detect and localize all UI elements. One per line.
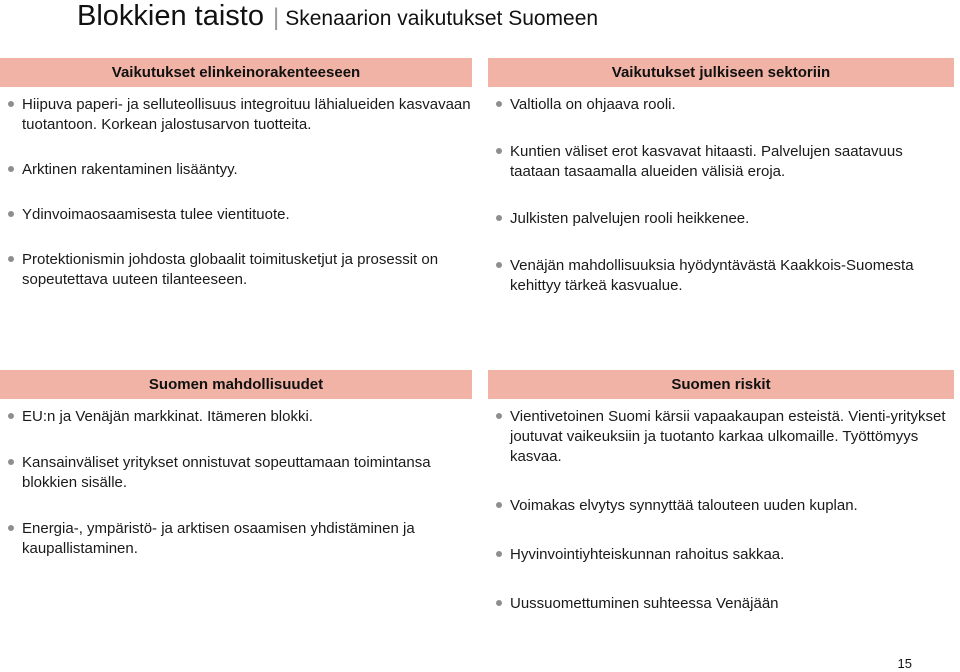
bullet-icon bbox=[8, 459, 14, 465]
bullet-icon bbox=[496, 551, 502, 557]
bullet-icon bbox=[496, 600, 502, 606]
bullet-list-julkinen-sektori bbox=[488, 95, 954, 296]
list-item: EU:n ja Venäjän markkinat. Itämeren blokki. bbox=[0, 407, 472, 427]
panel-header-julkinen-sektori: Vaikutukset julkiseen sektoriin bbox=[488, 58, 954, 87]
list-item: Vientivetoinen Suomi kärsii vapaakaupan esteistä. Vienti-yritykset joutuvat vaikeuksiin ja tuotanto karkaa ulkomaille. Työttömyys kasvaa. bbox=[488, 407, 954, 467]
page-subtitle: Skenaarion vaikutukset Suomeen bbox=[285, 7, 599, 30]
bullet-icon bbox=[496, 502, 502, 508]
bullet-list-elinkeinorakenne bbox=[0, 95, 472, 290]
list-item: Hyvinvointiyhteiskunnan rahoitus sakkaa. bbox=[488, 545, 954, 565]
list-item: Energia-, ympäristö- ja arktisen osaamisen yhdistäminen ja kaupallistaminen. bbox=[0, 519, 472, 559]
bullet-list-mahdollisuudet bbox=[0, 407, 472, 559]
bullet-icon bbox=[496, 101, 502, 107]
page-number: 15 bbox=[897, 656, 912, 671]
list-item: Uussuomettuminen suhteessa Venäjään bbox=[488, 594, 954, 614]
bullet-icon bbox=[496, 413, 502, 419]
page-title-row bbox=[77, 0, 598, 36]
title-separator: | bbox=[273, 4, 280, 31]
bullet-icon bbox=[496, 215, 502, 221]
page-title: Blokkien taisto bbox=[77, 0, 264, 32]
bullet-icon bbox=[8, 166, 14, 172]
bullet-icon bbox=[496, 262, 502, 268]
panel-header-mahdollisuudet: Suomen mahdollisuudet bbox=[0, 370, 472, 399]
list-item: Kuntien väliset erot kasvavat hitaasti. Palvelujen saatavuus taataan tasaamalla alueiden välisiä eroja. bbox=[488, 142, 954, 182]
panel-julkinen-sektori bbox=[488, 58, 954, 296]
bullet-icon bbox=[496, 148, 502, 154]
bullet-icon bbox=[8, 211, 14, 217]
list-item: Valtiolla on ohjaava rooli. bbox=[488, 95, 954, 115]
panel-elinkeinorakenne bbox=[0, 58, 472, 290]
list-item: Arktinen rakentaminen lisääntyy. bbox=[0, 160, 472, 180]
bullet-icon bbox=[8, 525, 14, 531]
list-item: Protektionismin johdosta globaalit toimitusketjut ja prosessit on sopeutettava uuteen tilanteeseen. bbox=[0, 250, 472, 290]
panel-header-riskit: Suomen riskit bbox=[488, 370, 954, 399]
list-item: Julkisten palvelujen rooli heikkenee. bbox=[488, 209, 954, 229]
list-item: Venäjän mahdollisuuksia hyödyntävästä Kaakkois-Suomesta kehittyy tärkeä kasvualue. bbox=[488, 256, 954, 296]
bullet-list-riskit bbox=[488, 407, 954, 614]
list-item: Kansainväliset yritykset onnistuvat sopeuttamaan toimintansa blokkien sisälle. bbox=[0, 453, 472, 493]
panel-mahdollisuudet bbox=[0, 370, 472, 559]
list-item: Hiipuva paperi- ja selluteollisuus integroituu lähialueiden kasvavaan tuotantoon. Korkean jalostusarvon tuotteita. bbox=[0, 95, 472, 135]
bullet-icon bbox=[8, 413, 14, 419]
bullet-icon bbox=[8, 256, 14, 262]
panel-header-elinkeinorakenne: Vaikutukset elinkeinorakenteeseen bbox=[0, 58, 472, 87]
list-item: Voimakas elvytys synnyttää talouteen uuden kuplan. bbox=[488, 496, 954, 516]
list-item: Ydinvoimaosaamisesta tulee vientituote. bbox=[0, 205, 472, 225]
bullet-icon bbox=[8, 101, 14, 107]
panel-riskit bbox=[488, 370, 954, 614]
